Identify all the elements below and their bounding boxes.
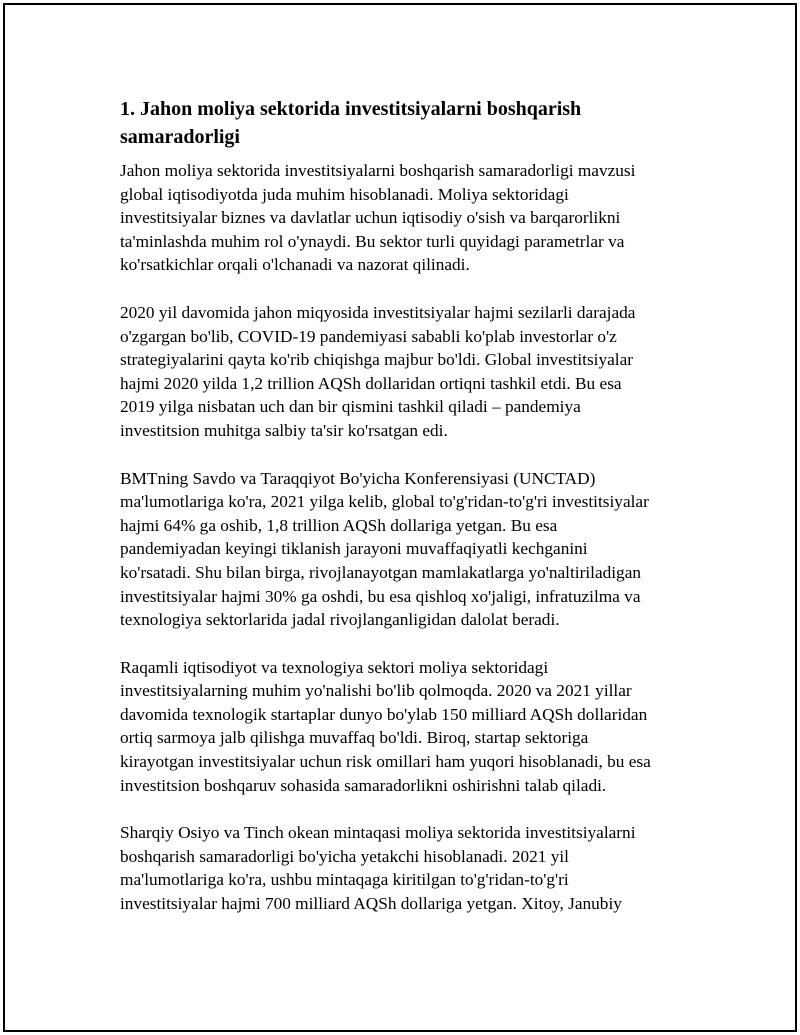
paragraph-5: Sharqiy Osiyo va Tinch okean mintaqasi moliya sektorida investitsiyalarni boshqarish samaradorligi bo'yicha yetakchi hisoblanadi. 2021 yil ma'lumotlariga ko'ra, ushbu mintaqaga kiritilgan to'g'ridan-to'g'ri investitsiyalar hajmi 700 milliard AQSh dollariga yetgan. Xitoy, Janubiy bbox=[120, 823, 636, 914]
section-heading: 1. Jahon moliya sektorida investitsiyalarni boshqarish samaradorligi bbox=[120, 98, 582, 148]
paragraph-1: Jahon moliya sektorida investitsiyalarni boshqarish samaradorligi mavzusi global iqtisodiyotda juda muhim hisoblanadi. Moliya sektoridagi investitsiyalar biznes va davlatlar uchun iqtisodiy o'sish va barqarorlikni ta'minlashda muhim rol o'ynaydi. Bu sektor turli quyidagi parametrlar va ko'rsatkichlar orqali o'lchanadi va nazorat qilinadi. bbox=[120, 161, 636, 275]
page-frame bbox=[3, 3, 797, 1032]
paragraph-2: 2020 yil davomida jahon miqyosida investitsiyalar hajmi sezilarli darajada o'zgargan bo'lib, COVID-19 pandemiyasi sababli ko'plab investorlar o'z strategiyalarini qayta ko'rib chiqishga majbur bo'ldi. Global investitsiyalar hajmi 2020 yilda 1,2 trillion AQSh dollaridan ortiqni tashkil etdi. Bu esa 2019 yilga nisbatan uch dan bir qismini tashkil qiladi – pandemiya investitsion muhitga salbiy ta'sir ko'rsatgan edi. bbox=[120, 302, 636, 440]
paragraph-4: Raqamli iqtisodiyot va texnologiya sektori moliya sektoridagi investitsiyalarning muhim yo'nalishi bo'lib qolmoqda. 2020 va 2021 yillar davomida texnologik startaplar dunyo bo'ylab 150 milliard AQSh dollaridan ortiq sarmoya jalb qilishga muvaffaq bo'ldi. Biroq, startap sektoriga kirayotgan investitsiyalar uchun risk omillari ham yuqori hisoblanadi, bu esa investitsion boshqaruv sohasida samaradorlikni oshirishni talab qiladi. bbox=[120, 657, 651, 795]
document-body bbox=[120, 95, 695, 940]
paragraph-3: BMTning Savdo va Taraqqiyot Bo'yicha Konferensiyasi (UNCTAD) ma'lumotlariga ko'ra, 2021 yilga kelib, global to'g'ridan-to'g'ri investitsiyalar hajmi 64% ga oshib, 1,8 trillion AQSh dollariga yetgan. Bu esa pandemiyadan keyingi tiklanish jarayoni muvaffaqiyatli kechganini ko'rsatadi. Shu bilan birga, rivojlanayotgan mamlakatlarga yo'naltiriladigan investitsiyalar hajmi 30% ga oshdi, bu esa qishloq xo'jaligi, infratuzilma va texnologiya sektorlarida jadal rivojlanganligidan dalolat beradi. bbox=[120, 468, 649, 630]
